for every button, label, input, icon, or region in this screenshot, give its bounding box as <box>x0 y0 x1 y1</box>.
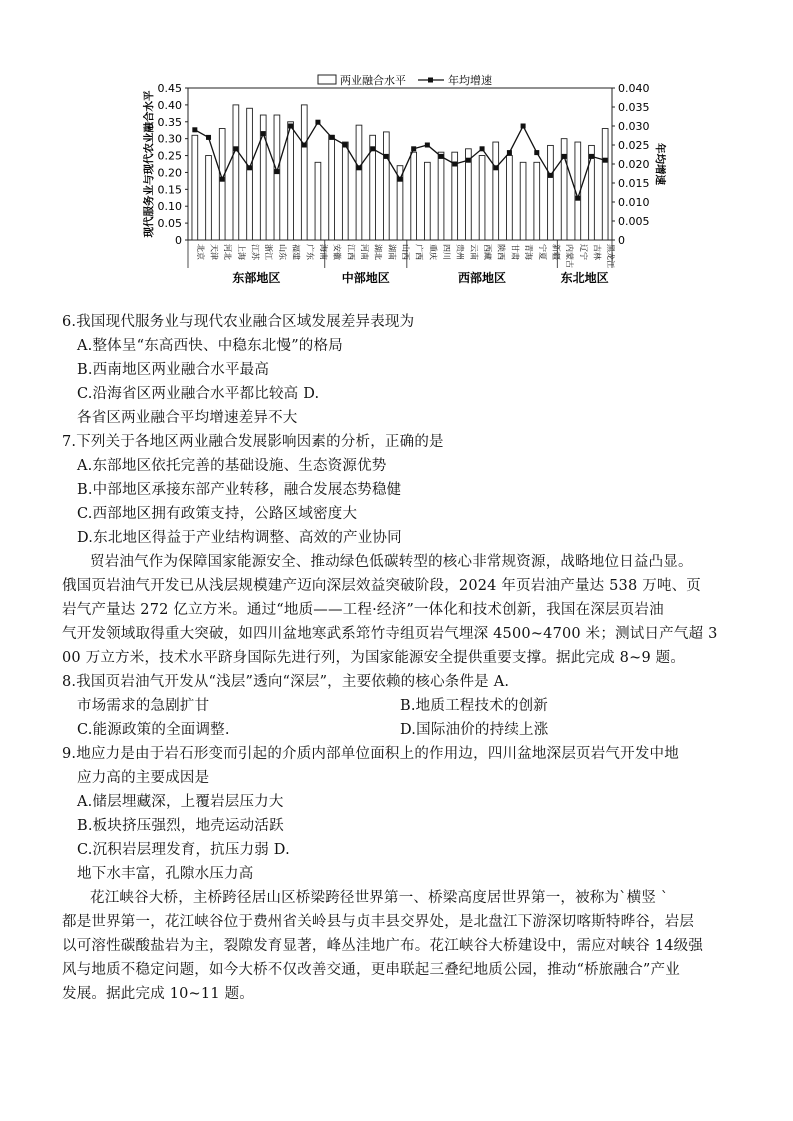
bar <box>301 105 307 240</box>
growth-marker <box>343 143 348 148</box>
q8-option-d: D.国际油价的持续上涨 <box>400 722 549 738</box>
category-label: 浙江 <box>264 244 274 260</box>
growth-marker <box>466 158 471 163</box>
growth-marker <box>384 154 389 159</box>
growth-marker <box>315 120 320 125</box>
y-tick-label: 0 <box>175 234 182 247</box>
category-label: 四川 <box>442 244 452 260</box>
growth-marker <box>329 135 334 140</box>
growth-marker <box>220 177 225 182</box>
growth-marker <box>356 165 361 170</box>
growth-marker <box>288 124 293 129</box>
y2-tick-label: 0.020 <box>618 158 650 171</box>
category-label: 安徽 <box>332 244 342 260</box>
q6-option-d: 各省区两业融合平均增速差异不大 <box>77 410 298 426</box>
bar <box>192 135 198 240</box>
growth-marker <box>521 124 526 129</box>
y2-tick-label: 0 <box>618 234 625 247</box>
growth-marker <box>192 127 197 132</box>
bar <box>561 139 567 240</box>
category-label: 贵州 <box>455 244 465 260</box>
y2-tick-label: 0.010 <box>618 196 650 209</box>
passage-bridge-line-1: 花江峡谷大桥，主桥跨径居山区桥梁跨径世界第一、桥梁高度居世界第一，被称为`横竖 ` <box>90 890 669 906</box>
category-label: 青海 <box>524 244 534 260</box>
bar <box>438 152 444 240</box>
y-tick-label: 0.20 <box>157 166 182 180</box>
growth-marker <box>411 146 416 151</box>
bar <box>288 122 294 240</box>
passage-bridge-line-4: 风与地质不稳定问题，如今大桥不仅改善交通，更串联起三叠纪地质公园，推动“桥旅融合”产业 <box>62 962 680 978</box>
bar <box>233 105 239 240</box>
growth-marker <box>439 154 444 159</box>
q8-option-c: C.能源政策的全面调整. <box>77 722 230 738</box>
category-label: 湖南 <box>387 244 397 260</box>
q6-option-b: B.西南地区两业融合水平最高 <box>77 362 270 378</box>
growth-marker <box>370 146 375 151</box>
y2-tick-label: 0.025 <box>618 139 650 152</box>
q9-stem-line-1: 9.地应力是由于岩石形变而引起的介质内部单位面积上的作用边，四川盆地深层页岩气开发中地 <box>62 746 679 762</box>
q9-option-c: C.沉积岩层理发育，抗压力弱 D. <box>77 842 290 858</box>
bar <box>206 156 212 240</box>
bar <box>219 129 225 240</box>
q7-option-d: D.东北地区得益于产业结构调整、高效的产业协同 <box>77 530 402 546</box>
passage-bridge-line-3: 以可溶性碳酸盐岩为主，裂隙发育显著，峰丛洼地广布。花江峡谷大桥建设中，需应对峡谷 14级强 <box>62 938 704 954</box>
passage-bridge-line-5: 发展。据此完成 10~11 题。 <box>62 986 254 1002</box>
growth-marker <box>206 135 211 140</box>
category-label: 北京 <box>195 244 205 260</box>
growth-marker <box>493 165 498 170</box>
growth-marker <box>302 143 307 148</box>
bar <box>520 162 526 240</box>
q8-option-b: B.地质工程技术的创新 <box>400 698 548 714</box>
q9-option-d: 地下水丰富，孔隙水压力高 <box>77 866 254 882</box>
growth-marker <box>261 131 266 136</box>
y-tick-label: 0.10 <box>157 200 182 214</box>
bar <box>479 156 485 240</box>
category-label: 河北 <box>223 244 233 260</box>
y2-tick-label: 0.005 <box>618 215 650 228</box>
growth-marker <box>507 150 512 155</box>
growth-marker <box>247 165 252 170</box>
bar <box>247 108 253 240</box>
category-label: 宁夏 <box>537 244 547 260</box>
category-label: 江西 <box>346 244 356 260</box>
region-label: 东北地区 <box>560 271 609 285</box>
y-tick-label: 0.05 <box>157 217 182 231</box>
bar <box>534 162 540 240</box>
growth-marker <box>575 196 580 201</box>
q6-option-a: A.整体呈“东高西快、中稳东北慢”的格局 <box>77 338 343 354</box>
legend-line-marker <box>428 78 433 83</box>
passage-shale-line-4: 气开发领域取得重大突破，如四川盆地寒武系筇竹寺组页岩气埋深 4500~4700 米；测试日产气超 3 <box>62 626 718 642</box>
category-label: 江苏 <box>250 244 260 260</box>
y-tick-label: 0.35 <box>157 115 182 129</box>
growth-marker <box>548 173 553 178</box>
y2-tick-label: 0.035 <box>618 101 650 114</box>
category-label: 海南 <box>318 244 328 260</box>
y-tick-label: 0.15 <box>157 183 182 197</box>
y2-tick-label: 0.040 <box>618 82 650 95</box>
region-label: 中部地区 <box>341 271 390 285</box>
q7-option-c: C.西部地区拥有政策支持，公路区域密度大 <box>77 506 358 522</box>
chart <box>140 72 666 287</box>
bar <box>548 145 554 240</box>
growth-marker <box>452 162 457 167</box>
bar <box>424 162 430 240</box>
category-label: 陕西 <box>496 244 506 260</box>
growth-marker <box>425 143 430 148</box>
y2-axis-label: 年均增速 <box>654 143 666 185</box>
growth-marker <box>534 150 539 155</box>
q6-stem: 6.我国现代服务业与现代农业融合区域发展差异表现为 <box>62 314 415 330</box>
category-label: 重庆 <box>428 244 438 260</box>
region-label: 东部地区 <box>232 271 281 285</box>
q7-option-a: A.东部地区依托完善的基础设施、生态资源优势 <box>77 458 387 474</box>
bar <box>411 152 417 240</box>
y-tick-label: 0.25 <box>157 149 182 163</box>
bar <box>589 145 595 240</box>
passage-shale-line-2: 俄国页岩油气开发已从浅层规模建产迈向深层效益突破阶段，2024 年页岩油产量达 538 万吨、页 <box>62 578 702 594</box>
y-tick-label: 0.40 <box>157 98 182 112</box>
q8-stem: 8.我国页岩油气开发从“浅层”透向“深层”，主要依赖的核心条件是 A. <box>62 674 510 690</box>
q7-option-b: B.中部地区承接东部产业转移，融合发展态势稳健 <box>77 482 402 498</box>
y-tick-label: 0.30 <box>157 132 182 146</box>
growth-marker <box>233 146 238 151</box>
category-label: 山西 <box>401 244 410 260</box>
growth-marker <box>398 177 403 182</box>
category-label: 广西 <box>414 244 424 260</box>
q9-stem-line-2: 应力高的主要成因是 <box>77 770 210 786</box>
bar <box>383 132 389 240</box>
q7-stem: 7.下列关于各地区两业融合发展影响因素的分析，正确的是 <box>62 434 444 450</box>
bar <box>315 162 321 240</box>
growth-marker <box>562 154 567 159</box>
y-axis-label: 现代服务业与现代农业融合水平 <box>143 90 155 238</box>
category-label: 西藏 <box>483 244 493 260</box>
bar <box>356 125 362 240</box>
category-label: 河南 <box>359 244 369 260</box>
q6-option-c: C.沿海省区两业融合水平都比较高 D. <box>77 386 320 402</box>
growth-marker <box>589 154 594 159</box>
category-label: 云南 <box>469 244 479 260</box>
growth-marker <box>274 169 279 174</box>
category-label: 山东 <box>277 244 287 260</box>
bar <box>602 129 608 240</box>
legend-line-label: 年均增速 <box>448 74 492 87</box>
growth-marker <box>480 146 485 151</box>
bar <box>507 156 513 240</box>
y-tick-label: 0.45 <box>157 82 182 95</box>
y2-tick-label: 0.030 <box>618 120 650 133</box>
category-label: 上海 <box>236 244 246 260</box>
bar <box>329 135 335 240</box>
category-label: 湖北 <box>373 244 383 260</box>
legend-bar-label: 两业融合水平 <box>340 74 406 87</box>
q9-option-a: A.储层埋藏深，上覆岩层压力大 <box>77 794 284 810</box>
category-label: 天津 <box>209 244 219 260</box>
q8-option-a: 市场需求的急剧扩甘 <box>77 698 210 714</box>
q9-option-b: B.板块挤压强烈，地壳运动活跃 <box>77 818 284 834</box>
bar <box>274 115 280 240</box>
legend-bar-swatch <box>318 75 336 84</box>
category-label: 新疆 <box>551 244 561 260</box>
category-label: 辽宁 <box>578 244 588 260</box>
category-label: 广东 <box>305 244 315 260</box>
category-label: 福建 <box>291 244 301 260</box>
bar <box>493 142 499 240</box>
passage-shale-line-1: 贸岩油气作为保障国家能源安全、推动绿色低碳转型的核心非常规资源，战略地位日益凸显。 <box>90 554 693 570</box>
passage-shale-line-3: 岩气产量达 272 亿立方米。通过“地质——工程·经济”一体化和技术创新，我国在深层页岩油 <box>62 602 664 618</box>
category-label: 黑龙江 <box>606 244 616 268</box>
passage-shale-line-5: 00 万立方米，技术水平跻身国际先进行列，为国家能源安全提供重要支撑。据此完成 8~9 题。 <box>62 650 686 666</box>
category-label: 内蒙古 <box>565 244 575 268</box>
category-label: 甘肃 <box>510 244 520 260</box>
category-label: 吉林 <box>592 244 602 260</box>
passage-bridge-line-2: 都是世界第一，花江峡谷位于费州省关岭县与贞丰县交界处，是北盘江下游深切喀斯特晔谷，岩层 <box>62 914 695 930</box>
y2-tick-label: 0.015 <box>618 177 650 190</box>
region-label: 西部地区 <box>458 271 507 285</box>
bar <box>342 142 348 240</box>
growth-marker <box>603 158 608 163</box>
